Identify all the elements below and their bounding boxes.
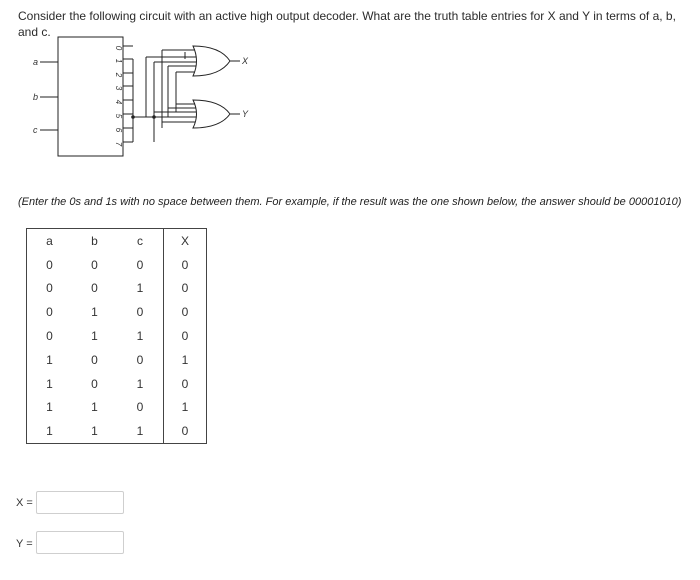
output-label-y: Y (242, 109, 249, 119)
junction-dot (131, 115, 135, 119)
truth-table-header-row (27, 229, 207, 253)
table-row (27, 372, 207, 396)
table-row (27, 253, 207, 277)
decoder-output-1: 1 (114, 58, 123, 64)
cell-x: 0 (181, 257, 189, 272)
circuit-diagram (0, 0, 700, 190)
cell-b: 0 (91, 376, 98, 391)
cell-a: 1 (46, 424, 53, 439)
cell-b: 0 (91, 281, 98, 296)
table-row (27, 324, 207, 348)
circuit-wiring (133, 50, 197, 142)
cell-a: 1 (46, 400, 53, 415)
cell-a: 0 (46, 305, 53, 320)
cell-a: 1 (46, 376, 53, 391)
cell-a: 0 (46, 329, 53, 344)
x-answer-input[interactable] (36, 491, 124, 514)
decoder-box (58, 37, 123, 156)
cell-b: 0 (91, 352, 98, 367)
cell-b: 0 (91, 257, 98, 272)
cell-b: 1 (91, 329, 98, 344)
cell-x: 0 (181, 305, 189, 320)
cell-c: 0 (117, 396, 164, 420)
cell-x: 1 (181, 352, 189, 367)
cell-c: 0 (117, 253, 164, 277)
cell-b: 1 (91, 400, 98, 415)
cell-c: 0 (117, 348, 164, 372)
decoder-output-0: 0 (114, 45, 123, 51)
cell-x: 1 (181, 400, 189, 415)
decoder-output-2: 2 (114, 72, 123, 78)
cell-c: 0 (117, 300, 164, 324)
header-c: c (117, 229, 164, 253)
or-gate-y (193, 100, 230, 128)
table-row (27, 348, 207, 372)
decoder-output-3: 3 (114, 85, 123, 91)
decoder-output-5: 5 (114, 113, 123, 119)
output-label-x: X (242, 56, 249, 66)
decoder-output-lines (123, 46, 133, 142)
cell-x: 0 (181, 424, 189, 439)
cell-c: 1 (117, 277, 164, 301)
junction-dot (152, 115, 156, 119)
cell-b: 1 (91, 424, 98, 439)
table-row (27, 419, 207, 443)
cell-c: 1 (117, 372, 164, 396)
y-answer-input[interactable] (36, 531, 124, 554)
input-label-b: b (33, 92, 39, 102)
truth-table (26, 228, 207, 444)
cell-x: 0 (181, 329, 189, 344)
decoder-output-4: 4 (114, 99, 123, 105)
header-b: b (91, 233, 98, 248)
cell-b: 1 (91, 305, 98, 320)
input-label-c: c (33, 125, 38, 135)
header-a: a (46, 233, 53, 248)
input-label-a: a (33, 57, 39, 67)
table-row (27, 300, 207, 324)
cell-c: 1 (117, 419, 164, 443)
table-row (27, 396, 207, 420)
cell-a: 1 (46, 352, 53, 367)
cell-a: 0 (46, 257, 53, 272)
y-answer-label: Y = (16, 538, 33, 550)
x-answer-label: X = (16, 497, 33, 509)
question-text: Consider the following circuit with an active high output decoder. What are the truth table entries for X and Y in terms of a, b, and c. (18, 9, 676, 39)
cell-x: 0 (181, 281, 189, 296)
header-x: X (180, 233, 189, 248)
cell-x: 0 (181, 376, 189, 391)
or-gate-x (193, 46, 230, 76)
table-row (27, 277, 207, 301)
decoder-output-6: 6 (114, 127, 123, 133)
cell-c: 1 (117, 324, 164, 348)
decoder-output-7: 7 (114, 141, 123, 147)
instruction-text: (Enter the 0s and 1s with no space between them. For example, if the result was the one shown below, the answer should be 00001010) (18, 196, 682, 208)
cell-a: 0 (46, 281, 53, 296)
